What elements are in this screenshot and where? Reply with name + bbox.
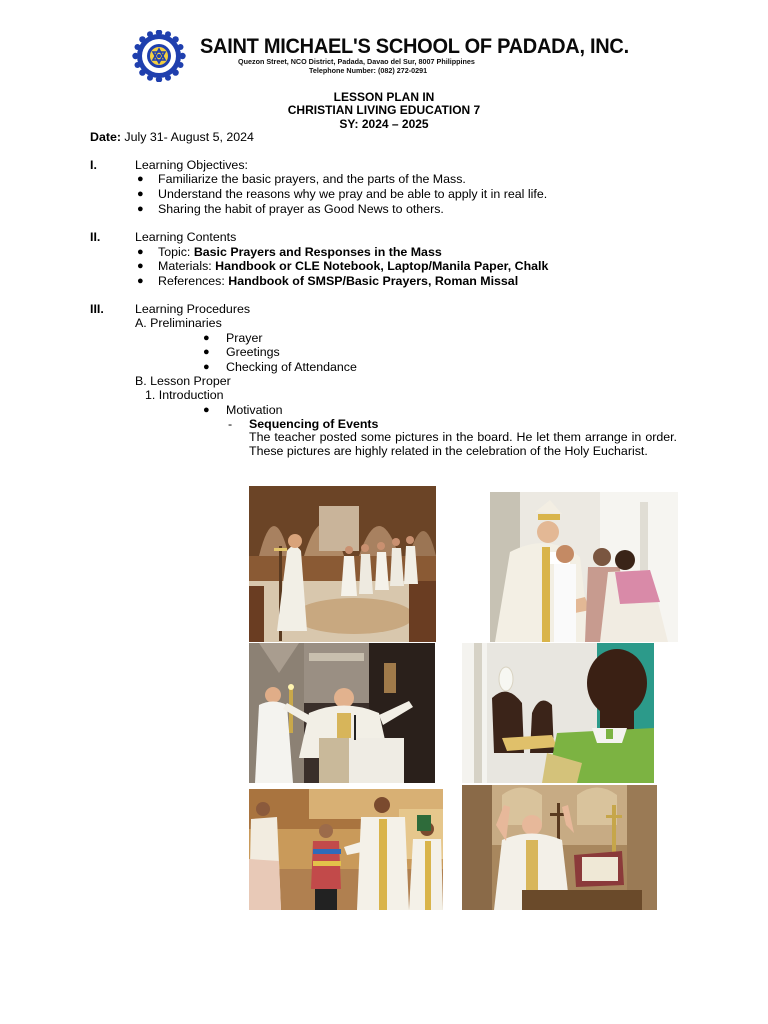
activity-description: The teacher posted some pictures in the board. He let them arrange in order. These pictures are highly related in the celebration of the Holy Eucharist. (249, 430, 677, 458)
section-3-numeral: III. (90, 302, 104, 316)
communion-pope-photo (490, 492, 678, 642)
objective-item: Sharing the habit of prayer as Good News to others. (158, 202, 444, 216)
title-line-2: CHRISTIAN LIVING EDUCATION 7 (287, 103, 481, 117)
date-value: July 31- August 5, 2024 (120, 130, 254, 144)
bullet-icon: ● (203, 404, 210, 416)
date-label: Date: (90, 130, 121, 144)
date-line (90, 130, 254, 144)
lesson-proper-label: B. Lesson Proper (135, 374, 231, 388)
school-name: SAINT MICHAEL'S SCHOOL OF PADADA, INC. (200, 34, 629, 58)
content-topic-value: Basic Prayers and Responses in the Mass (193, 245, 442, 259)
preliminary-item: Checking of Attendance (226, 360, 357, 374)
communion-line-photo (249, 789, 443, 910)
school-address: Quezon Street, NCO District, Padada, Davao del Sur, 8007 Philippines (238, 57, 475, 66)
activity-title: Sequencing of Events (249, 417, 379, 431)
school-phone: Telephone Number: (082) 272-0291 (309, 66, 428, 75)
objective-item: Understand the reasons why we pray and be able to apply it in real life. (158, 187, 548, 201)
bullet-icon: ● (137, 246, 144, 258)
bullet-icon: ● (203, 346, 210, 358)
preliminaries-label: A. Preliminaries (135, 316, 222, 330)
content-topic-label: Topic: (158, 245, 194, 259)
bullet-icon: ● (203, 332, 210, 344)
content-materials-value: Handbook or CLE Notebook, Laptop/Manila Paper, Chalk (215, 259, 549, 273)
bullet-icon: ● (203, 361, 210, 373)
section-1-numeral: I. (90, 158, 97, 172)
preliminary-item: Prayer (226, 331, 263, 345)
content-materials (158, 259, 548, 273)
content-references (158, 274, 518, 288)
bullet-icon: ● (137, 188, 144, 200)
preliminary-item: Greetings (226, 345, 280, 359)
title-line-1: LESSON PLAN IN (333, 90, 435, 104)
host-elevation-photo (462, 643, 654, 783)
procession-photo (249, 486, 436, 642)
objective-item: Familiarize the basic prayers, and the parts of the Mass. (158, 172, 466, 186)
content-references-value: Handbook of SMSP/Basic Prayers, Roman Missal (228, 274, 519, 288)
section-2-numeral: II. (90, 230, 101, 244)
bullet-icon: ● (137, 173, 144, 185)
priest-altar-photo (249, 643, 435, 783)
section-3-heading: Learning Procedures (135, 302, 251, 316)
consecration-photo (462, 785, 657, 910)
school-logo (123, 30, 195, 82)
title-line-3: SY: 2024 – 2025 (339, 117, 429, 131)
section-2-heading: Learning Contents (135, 230, 237, 244)
introduction-label: 1. Introduction (145, 388, 224, 402)
section-1-heading: Learning Objectives: (135, 158, 248, 172)
content-references-label: References: (158, 274, 229, 288)
content-materials-label: Materials: (158, 259, 216, 273)
bullet-icon: ● (137, 275, 144, 287)
bullet-icon: ● (137, 260, 144, 272)
bullet-icon: ● (137, 203, 144, 215)
content-topic (158, 245, 442, 259)
motivation-label: Motivation (226, 403, 283, 417)
dash-marker: - (228, 417, 233, 431)
